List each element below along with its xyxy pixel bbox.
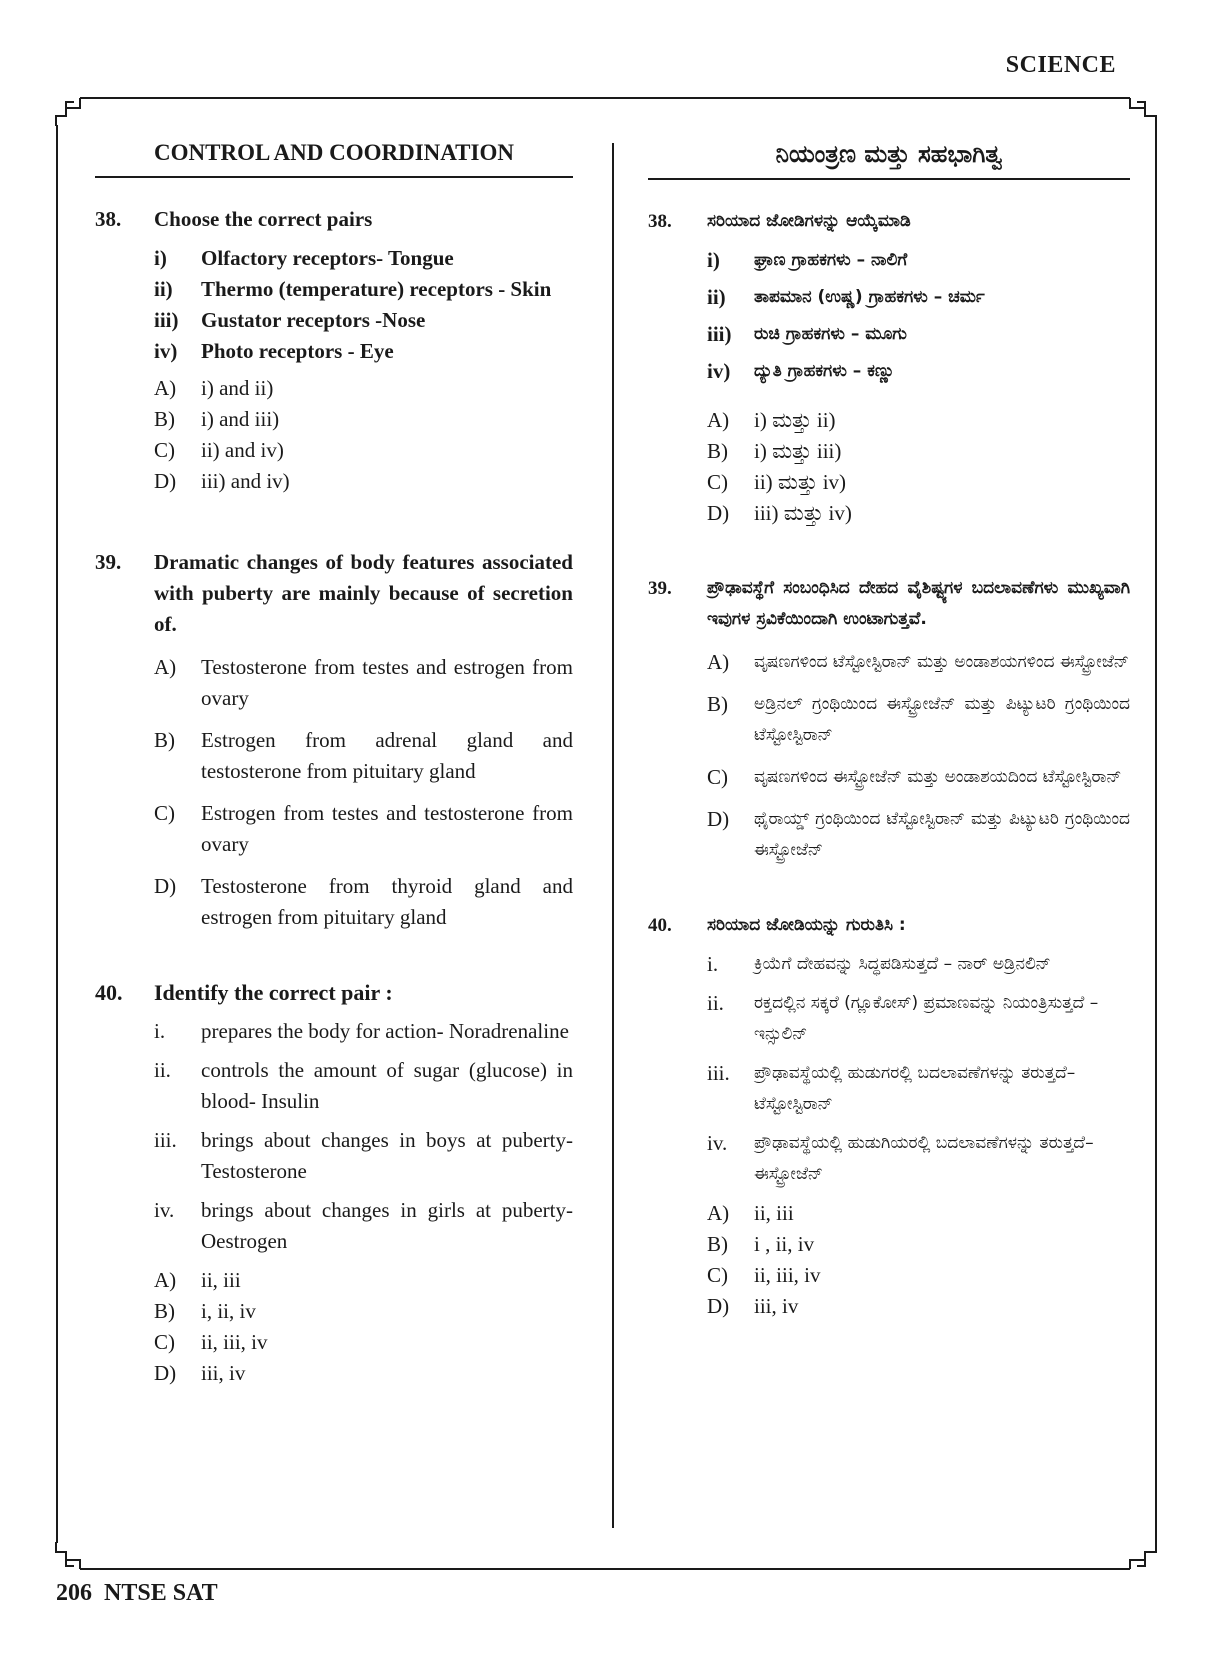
question-number: 38. [648, 211, 672, 232]
option-text: Testosterone from thyroid gland and estrogen from pituitary gland [201, 874, 573, 929]
answer-option[interactable] [154, 871, 573, 933]
answer-option[interactable] [707, 467, 1130, 498]
corner-ornament-top-left [56, 98, 80, 126]
option-text: i) and iii) [201, 407, 280, 431]
option-text: ii, iii [754, 1201, 794, 1225]
statement-item [707, 245, 1130, 276]
option-text: ವೃಷಣಗಳಿಂದ ಈಸ್ಟ್ರೋಜೆನ್ ಮತ್ತು ಅಂಡಾಶಯದಿಂದ ಟೆಸ್ಟೋಸ್ಟಿರಾನ್ [754, 767, 1122, 787]
option-list [707, 647, 1130, 866]
answer-option[interactable] [707, 1291, 1130, 1322]
statement-text: ರಕ್ತದಲ್ಲಿನ ಸಕ್ಕರೆ (ಗ್ಲೂಕೋಸ್) ಪ್ರಮಾಣವನ್ನು ನಿಯಂತ್ರಿಸುತ್ತದೆ – ಇನ್ಸುಲಿನ್ [754, 993, 1099, 1044]
question-39-english [95, 547, 573, 933]
option-text: i) and ii) [201, 376, 274, 400]
option-list [154, 373, 573, 497]
option-text: i, ii, iv [201, 1299, 256, 1323]
option-label: D) [707, 1294, 730, 1318]
answer-option[interactable] [154, 466, 573, 497]
statement-text: ದ್ಯುತಿ ಗ್ರಾಹಕಗಳು – ಕಣ್ಣು [754, 361, 895, 381]
statement-text: controls the amount of sugar (glucose) in blood- Insulin [201, 1058, 573, 1113]
option-text: iii, iv [201, 1361, 246, 1385]
statement-item [154, 1195, 573, 1257]
statement-label: iii. [154, 1128, 177, 1152]
question-text: Identify the correct pair : [154, 980, 393, 1005]
statement-label: iii) [707, 322, 732, 346]
statement-text: ಪ್ರೌಢಾವಸ್ಥೆಯಲ್ಲಿ ಹುಡುಗರಲ್ಲಿ ಬದಲಾವಣೆಗಳನ್ನು ತರುತ್ತದೆ– ಟೆಸ್ಟೋಸ್ಟಿರಾನ್ [754, 1063, 1076, 1114]
option-label: A) [154, 376, 177, 400]
question-number: 39. [648, 578, 672, 599]
statement-text: ಕ್ರಿಯೆಗೆ ದೇಹವನ್ನು ಸಿದ್ಧಪಡಿಸುತ್ತದೆ – ನಾರ್ ಅಡ್ರಿನಲಿನ್ [754, 954, 1051, 974]
option-text: ii, iii, iv [201, 1330, 268, 1354]
question-text: ಸರಿಯಾದ ಜೋಡಿಗಳನ್ನು ಆಯ್ಕೆಮಾಡಿ [707, 211, 911, 231]
statement-text: brings about changes in girls at puberty- Oestrogen [201, 1198, 573, 1253]
option-text: ಥೈರಾಯ್ಡ್ ಗ್ರಂಥಿಯಿಂದ ಟೆಸ್ಟೋಸ್ಟಿರಾನ್ ಮತ್ತು ಪಿಟ್ಯುಟರಿ ಗ್ರಂಥಿಯಿಂದ ಈಸ್ಟ್ರೋಜೆನ್ [754, 809, 1130, 860]
page-footer [56, 1580, 218, 1607]
option-label: C) [707, 765, 728, 789]
statement-item [707, 949, 1130, 980]
option-text: Testosterone from testes and estrogen from ovary [201, 655, 573, 710]
answer-option[interactable] [154, 435, 573, 466]
statement-label: iv. [707, 1131, 728, 1155]
statement-item [707, 319, 1130, 350]
option-text: ii) ಮತ್ತು iv) [754, 470, 847, 494]
statement-label: i) [154, 246, 167, 270]
statement-list [154, 1016, 573, 1257]
statement-label: ii. [154, 1058, 171, 1082]
answer-option[interactable] [154, 404, 573, 435]
statement-text: prepares the body for action- Noradrenaline [201, 1019, 569, 1043]
option-text: ii) and iv) [201, 438, 284, 462]
statement-item [707, 1058, 1130, 1120]
answer-option[interactable] [707, 1260, 1130, 1291]
page-number: 206 [56, 1580, 92, 1606]
statement-item [154, 1125, 573, 1187]
option-text: i) ಮತ್ತು iii) [754, 439, 842, 463]
question-38-english [95, 204, 573, 497]
option-label: B) [707, 692, 728, 716]
option-label: B) [707, 439, 728, 463]
question-text: Choose the correct pairs [154, 207, 373, 231]
question-40-english [95, 977, 573, 1389]
answer-option[interactable] [154, 373, 573, 404]
statement-text: brings about changes in boys at puberty- Testosterone [201, 1128, 573, 1183]
answer-option[interactable] [154, 1296, 573, 1327]
question-40-kannada [648, 910, 1130, 1322]
chapter-title-kannada: ನಿಯಂತ್ರಣ ಮತ್ತು ಸಹಭಾಗಿತ್ವ [648, 140, 1130, 180]
answer-option[interactable] [154, 1327, 573, 1358]
answer-option[interactable] [707, 689, 1130, 751]
option-text: Estrogen from testes and testosterone from ovary [201, 801, 573, 856]
option-label: A) [154, 655, 177, 679]
question-text: ಪ್ರೌಢಾವಸ್ಥೆಗೆ ಸಂಬಂಧಿಸಿದ ದೇಹದ ವೈಶಿಷ್ಟ್ಯಗಳ ಬದಲಾವಣೆಗಳು ಮುಖ್ಯವಾಗಿ ಇವುಗಳ ಸ್ರವಿಕೆಯಿಂದಾಗಿ ಉಂಟಾಗುತ್ತವೆ. [707, 578, 1130, 629]
option-list [707, 1198, 1130, 1322]
english-column [95, 140, 573, 1433]
statement-list [707, 949, 1130, 1190]
statement-text: ಪ್ರೌಢಾವಸ್ಥೆಯಲ್ಲಿ ಹುಡುಗಿಯರಲ್ಲಿ ಬದಲಾವಣೆಗಳನ್ನು ತರುತ್ತದೆ– ಈಸ್ಟ್ರೋಜೆನ್ [754, 1133, 1094, 1184]
chapter-title-english: CONTROL AND COORDINATION [95, 140, 573, 178]
question-text: ಸರಿಯಾದ ಜೋಡಿಯನ್ನು ಗುರುತಿಸಿ : [707, 915, 906, 935]
statement-item [154, 1016, 573, 1047]
option-label: B) [154, 1299, 175, 1323]
statement-label: iv) [154, 339, 178, 363]
option-label: B) [707, 1232, 728, 1256]
option-text: iii) ಮತ್ತು iv) [754, 501, 852, 525]
answer-option[interactable] [154, 1265, 573, 1296]
statement-item [154, 274, 573, 305]
question-number: 40. [95, 980, 123, 1005]
statement-label: iii) [154, 308, 179, 332]
option-list [707, 405, 1130, 529]
statement-label: i. [154, 1019, 166, 1043]
option-label: A) [707, 408, 730, 432]
option-label: B) [154, 407, 175, 431]
question-number: 40. [648, 915, 672, 936]
statement-text: Thermo (temperature) receptors - Skin [201, 277, 552, 301]
option-label: C) [707, 1263, 728, 1287]
answer-option[interactable] [707, 647, 1130, 678]
statement-label: iv) [707, 359, 731, 383]
option-label: D) [154, 1361, 177, 1385]
option-label: D) [154, 469, 177, 493]
statement-item [154, 243, 573, 274]
corner-ornament-bottom-left [56, 1542, 80, 1569]
statement-text: Gustator receptors -Nose [201, 308, 426, 332]
answer-option[interactable] [154, 798, 573, 860]
statement-text: ತಾಪಮಾನ (ಉಷ್ಣ) ಗ್ರಾಹಕಗಳು – ಚರ್ಮ [754, 287, 985, 307]
option-label: A) [707, 1201, 730, 1225]
option-label: D) [154, 874, 177, 898]
statement-label: iv. [154, 1198, 175, 1222]
statement-label: ii) [154, 277, 173, 301]
statement-label: i) [707, 248, 720, 272]
statement-text: Olfactory receptors- Tongue [201, 246, 454, 270]
statement-text: ರುಚಿ ಗ್ರಾಹಕಗಳು – ಮೂಗು [754, 324, 907, 344]
answer-option[interactable] [707, 436, 1130, 467]
answer-option[interactable] [154, 652, 573, 714]
answer-option[interactable] [154, 725, 573, 787]
statement-item [154, 1055, 573, 1117]
question-38-kannada [648, 206, 1130, 529]
subject-heading: SCIENCE [1005, 52, 1116, 78]
answer-option[interactable] [707, 498, 1130, 529]
kannada-column [648, 140, 1130, 1366]
option-label: C) [154, 801, 175, 825]
statement-item [707, 356, 1130, 387]
question-number: 39. [95, 550, 122, 574]
option-label: C) [707, 470, 728, 494]
option-list [154, 1265, 573, 1389]
statement-label: i. [707, 952, 719, 976]
option-label: C) [154, 438, 175, 462]
option-label: D) [707, 501, 730, 525]
option-text: i) ಮತ್ತು ii) [754, 408, 836, 432]
statement-text: ಘ್ರಾಣ ಗ್ರಾಹಕಗಳು – ನಾಲಿಗೆ [754, 250, 908, 270]
option-text: ii, iii [201, 1268, 241, 1292]
answer-option[interactable] [707, 1198, 1130, 1229]
option-label: B) [154, 728, 175, 752]
statement-list [707, 245, 1130, 387]
answer-option[interactable] [707, 1229, 1130, 1260]
statement-item [154, 305, 573, 336]
question-number: 38. [95, 207, 122, 231]
option-label: A) [707, 650, 730, 674]
option-label: C) [154, 1330, 175, 1354]
column-divider [612, 143, 614, 1528]
book-title: NTSE SAT [104, 1580, 218, 1606]
corner-ornament-top-right [1130, 98, 1156, 126]
option-text: i , ii, iv [754, 1232, 815, 1256]
statement-label: ii) [707, 285, 726, 309]
question-text: Dramatic changes of body features associated with puberty are mainly because of secretion of. [154, 550, 573, 636]
option-label: D) [707, 807, 730, 831]
question-39-kannada [648, 573, 1130, 866]
answer-option[interactable] [707, 762, 1130, 793]
statement-text: Photo receptors - Eye [201, 339, 394, 363]
answer-option[interactable] [154, 1358, 573, 1389]
statement-item [707, 282, 1130, 313]
answer-option[interactable] [707, 804, 1130, 866]
statement-label: ii. [707, 991, 724, 1015]
option-list [154, 652, 573, 933]
statement-item [707, 988, 1130, 1050]
statement-item [154, 336, 573, 367]
statement-label: iii. [707, 1061, 730, 1085]
option-text: ಅಡ್ರಿನಲ್ ಗ್ರಂಥಿಯಿಂದ ಈಸ್ಟ್ರೋಜೆನ್ ಮತ್ತು ಪಿಟ್ಯುಟರಿ ಗ್ರಂಥಿಯಿಂದ ಟೆಸ್ಟೋಸ್ಟಿರಾನ್ [754, 694, 1130, 745]
option-text: Estrogen from adrenal gland and testosterone from pituitary gland [201, 728, 573, 783]
option-text: iii) and iv) [201, 469, 290, 493]
option-label: A) [154, 1268, 177, 1292]
answer-option[interactable] [707, 405, 1130, 436]
option-text: ii, iii, iv [754, 1263, 821, 1287]
option-text: ವೃಷಣಗಳಿಂದ ಟೆಸ್ಟೋಸ್ಟಿರಾನ್ ಮತ್ತು ಅಂಡಾಶಯಗಳಿಂದ ಈಸ್ಟ್ರೋಜೆನ್ [754, 652, 1129, 672]
statement-item [707, 1128, 1130, 1190]
option-text: iii, iv [754, 1294, 799, 1318]
corner-ornament-bottom-right [1130, 1542, 1156, 1569]
statement-list [154, 243, 573, 367]
